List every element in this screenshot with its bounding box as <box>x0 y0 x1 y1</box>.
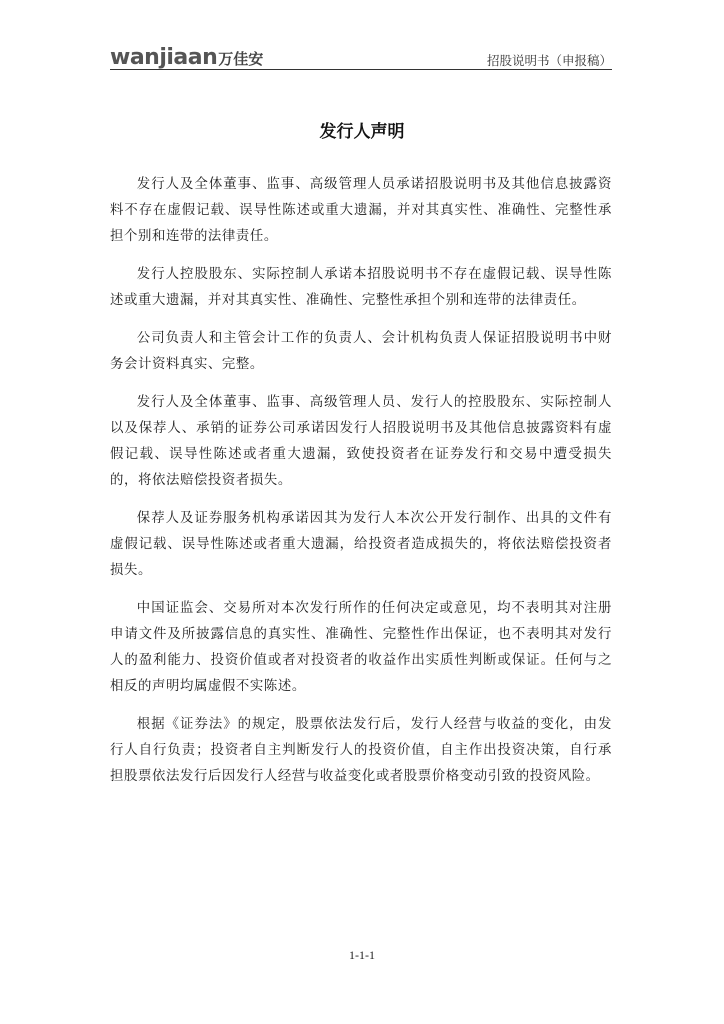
statement-paragraph: 发行人控股股东、实际控制人承诺本招股说明书不存在虚假记载、误导性陈述或重大遗漏，并对其真实性、准确性、完整性承担个别和连带的法律责任。 <box>110 267 612 308</box>
statement-paragraph: 公司负责人和主管会计工作的负责人、会计机构负责人保证招股说明书中财务会计资料真实、完整。 <box>110 331 612 372</box>
logo-chinese-name: 万佳安 <box>218 50 264 68</box>
page-number: 1-1-1 <box>349 948 375 962</box>
header-divider <box>110 69 612 70</box>
statement-body <box>110 172 612 802</box>
statement-paragraph: 保荐人及证券服务机构承诺因其为发行人本次公开发行制作、出具的文件有虚假记载、误导性陈述或者重大遗漏，给投资者造成损失的，将依法赔偿投资者损失。 <box>110 511 612 578</box>
statement-paragraph: 发行人及全体董事、监事、高级管理人员、发行人的控股股东、实际控制人以及保荐人、承销的证券公司承诺因发行人招股说明书及其他信息披露资料有虚假记载、误导性陈述或者重大遗漏，致使投资者在证券发行和交易中遭受损失的，将依法赔偿投资者损失。 <box>110 395 612 488</box>
logo-wordmark: wanjiaan <box>110 45 218 70</box>
statement-paragraph: 根据《证券法》的规定，股票依法发行后，发行人经营与收益的变化，由发行人自行负责；投资者自主判断发行人的投资价值，自主作出投资决策，自行承担股票依法发行后因发行人经营与收益变化或者股票价格变动引致的投资风险。 <box>110 717 612 784</box>
page-title: 发行人声明 <box>319 122 405 142</box>
page-header <box>110 42 612 70</box>
statement-paragraph: 发行人及全体董事、监事、高级管理人员承诺招股说明书及其他信息披露资料不存在虚假记载、误导性陈述或重大遗漏，并对其真实性、准确性、完整性承担个别和连带的法律责任。 <box>110 177 612 244</box>
document-label: 招股说明书（申报稿） <box>486 53 612 68</box>
company-logo <box>110 45 263 70</box>
statement-paragraph: 中国证监会、交易所对本次发行所作的任何决定或意见，均不表明其对注册申请文件及所披露信息的真实性、准确性、完整性作出保证，也不表明其对发行人的盈利能力、投资价值或者对投资者的收益作出实质性判断或保证。任何与之相反的声明均属虚假不实陈述。 <box>110 601 612 694</box>
